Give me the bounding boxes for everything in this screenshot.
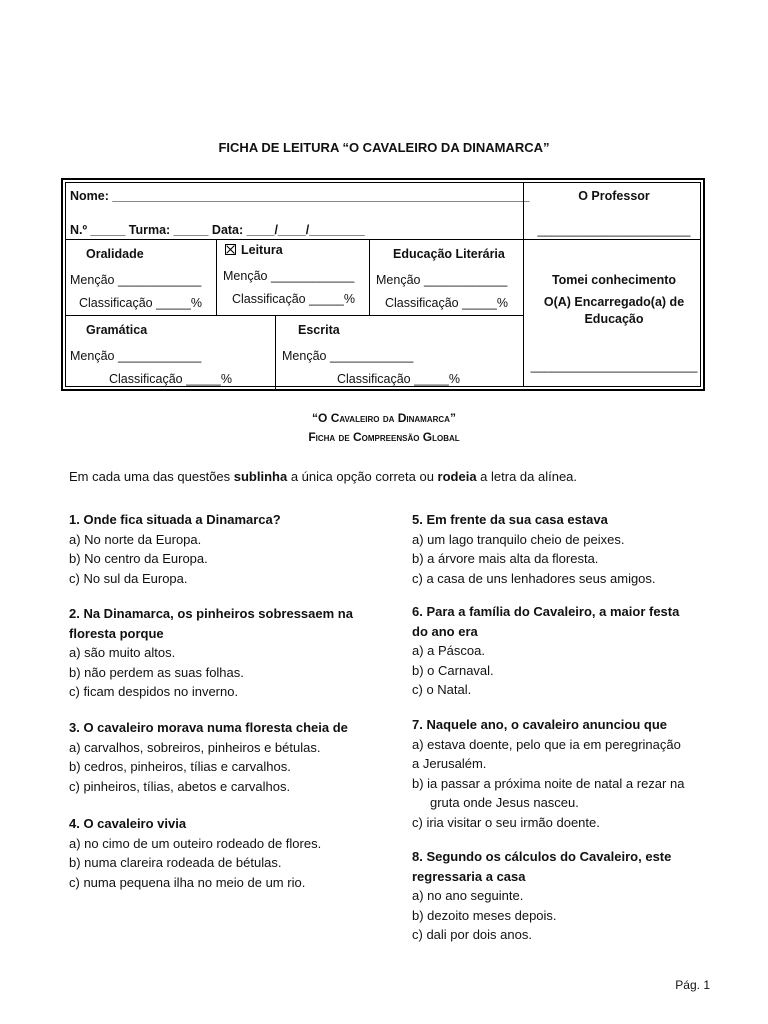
question-text: 1. Onde fica situada a Dinamarca? — [69, 512, 281, 527]
question-7 — [412, 715, 684, 832]
escrita-label: Escrita — [298, 323, 340, 337]
leitura-mencao[interactable]: Menção ____________ — [223, 269, 355, 283]
leitura-classificacao[interactable]: Classificação _____% — [232, 292, 355, 306]
escrita-classificacao[interactable]: Classificação _____% — [337, 372, 460, 386]
instructions — [69, 469, 577, 484]
option-a[interactable]: a) No norte da Europa. — [69, 531, 202, 547]
option-a-cont[interactable]: a Jerusalém. — [412, 756, 487, 771]
instr-pre: Em cada uma das questões — [69, 469, 234, 484]
question-text: 6. Para a família do Cavaleiro, a maior festa — [412, 604, 680, 619]
option-c[interactable]: c) ficam despidos no inverno. — [69, 684, 239, 699]
instr-rodeia: rodeia — [437, 469, 477, 484]
option-b-cont[interactable]: gruta onde Jesus nasceu. — [430, 795, 579, 810]
question-8 — [412, 847, 671, 945]
option-c[interactable]: c) numa pequena ilha no meio de um rio. — [69, 874, 306, 890]
option-c[interactable]: c) No sul da Europa. — [69, 570, 188, 586]
instr-post: a letra da alínea. — [476, 469, 578, 484]
encarregado-label-1: O(A) Encarregado(a) de — [543, 295, 685, 309]
question-3 — [69, 718, 348, 796]
nome-field[interactable]: Nome: ____________________________________________________________ — [70, 189, 530, 203]
question-text: 4. O cavaleiro vivia — [69, 816, 187, 831]
gramatica-mencao[interactable]: Menção ____________ — [70, 349, 202, 363]
professor-label: O Professor — [578, 189, 650, 203]
option-a[interactable]: a) a Páscoa. — [412, 643, 485, 658]
question-2 — [69, 604, 353, 702]
option-b[interactable]: b) dezoito meses depois. — [412, 907, 557, 923]
question-text: 8. Segundo os cálculos do Cavaleiro, este — [412, 849, 672, 864]
question-text: 3. O cavaleiro morava numa floresta cheia de — [69, 720, 348, 735]
question-text: 5. Em frente da sua casa estava — [412, 512, 608, 527]
question-4 — [69, 814, 321, 892]
educacao-literaria-mencao[interactable]: Menção ____________ — [376, 273, 508, 287]
instr-sublinha: sublinha — [233, 469, 288, 484]
option-b[interactable]: b) numa clareira rodeada de bétulas. — [69, 855, 282, 870]
question-6 — [412, 602, 679, 700]
option-a[interactable]: a) são muito altos. — [69, 645, 176, 660]
leitura-label: Leitura — [241, 243, 283, 257]
option-b[interactable]: b) o Carnaval. — [412, 662, 494, 678]
encarregado-signature-line[interactable]: ________________________ — [530, 359, 698, 373]
gramatica-label: Gramática — [86, 323, 148, 337]
question-1 — [69, 510, 281, 588]
option-c[interactable]: c) dali por dois anos. — [412, 927, 532, 942]
page-number: Pág. 1 — [675, 978, 710, 992]
option-b[interactable]: b) não perdem as suas folhas. — [69, 664, 244, 680]
instr-mid: a única opção correta ou — [287, 469, 438, 484]
option-b[interactable]: b) No centro da Europa. — [69, 551, 208, 566]
leitura-header — [225, 243, 283, 257]
educacao-literaria-label: Educação Literária — [393, 247, 505, 261]
option-a[interactable]: a) um lago tranquilo cheio de peixes. — [412, 531, 625, 547]
option-a[interactable]: a) estava doente, pelo que ia em peregrinação — [412, 736, 681, 752]
question-text-cont: regressaria a casa — [412, 868, 526, 884]
question-text-cont: floresta porque — [69, 625, 164, 641]
header-table — [61, 178, 705, 391]
option-a[interactable]: a) no cimo de um outeiro rodeado de flores. — [69, 835, 322, 851]
gramatica-classificacao[interactable]: Classificação _____% — [109, 372, 232, 386]
professor-signature-line[interactable]: ______________________ — [537, 223, 691, 237]
escrita-mencao[interactable]: Menção ____________ — [282, 349, 414, 363]
numero-turma-data-field[interactable]: N.º _____ Turma: _____ Data: ____/____/________ — [70, 223, 365, 237]
oralidade-label: Oralidade — [86, 247, 144, 261]
question-text-cont: do ano era — [412, 623, 478, 639]
encarregado-label-2: Educação — [584, 312, 644, 326]
option-b[interactable]: b) a árvore mais alta da floresta. — [412, 551, 599, 566]
option-b[interactable]: b) cedros, pinheiros, tílias e carvalhos. — [69, 759, 291, 774]
educacao-literaria-classificacao[interactable]: Classificação _____% — [385, 296, 508, 310]
option-a[interactable]: a) carvalhos, sobreiros, pinheiros e bétulas. — [69, 739, 321, 755]
option-b[interactable]: b) ia passar a próxima noite de natal a rezar na — [412, 775, 685, 791]
checked-box-icon[interactable] — [225, 244, 236, 255]
option-a[interactable]: a) no ano seguinte. — [412, 888, 524, 903]
question-text: 2. Na Dinamarca, os pinheiros sobressaem na — [69, 606, 353, 621]
tomei-conhecimento: Tomei conhecimento — [551, 273, 677, 287]
option-c[interactable]: c) o Natal. — [412, 682, 472, 697]
subtitle-ficha: Ficha de Compreensão Global — [308, 430, 460, 444]
option-c[interactable]: c) pinheiros, tílias, abetos e carvalhos. — [69, 778, 291, 794]
question-5 — [412, 510, 656, 588]
oralidade-classificacao[interactable]: Classificação _____% — [79, 296, 202, 310]
subtitle-book: “O Cavaleiro da Dinamarca” — [312, 411, 456, 425]
option-c[interactable]: c) iria visitar o seu irmão doente. — [412, 814, 600, 830]
question-text: 7. Naquele ano, o cavaleiro anunciou que — [412, 717, 668, 732]
option-c[interactable]: c) a casa de uns lenhadores seus amigos. — [412, 570, 656, 586]
page-title: FICHA DE LEITURA “O CAVALEIRO DA DINAMARCA” — [218, 140, 550, 155]
oralidade-mencao[interactable]: Menção ____________ — [70, 273, 202, 287]
